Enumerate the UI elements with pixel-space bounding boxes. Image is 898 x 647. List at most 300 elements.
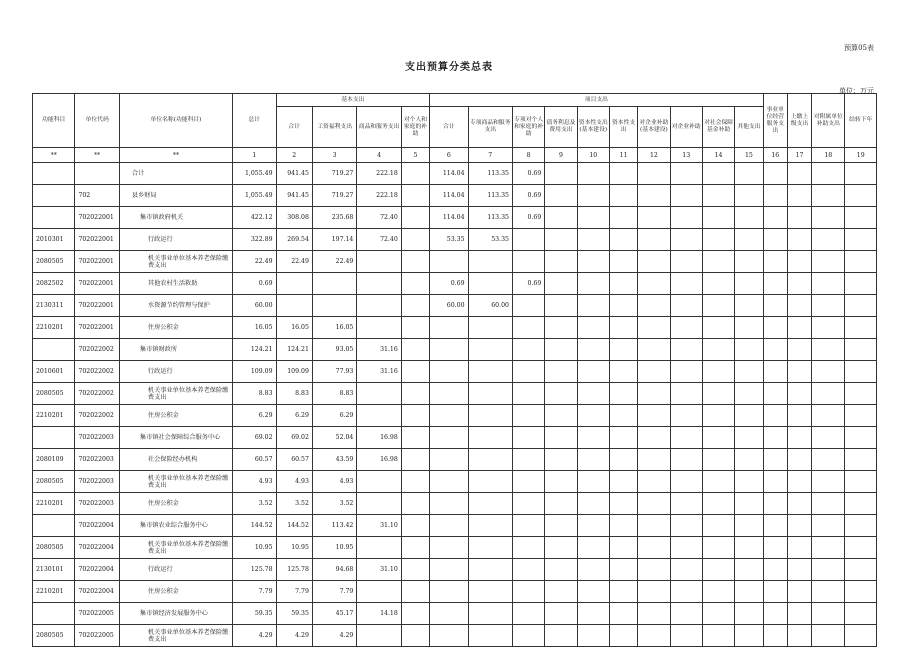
proj-goods-cell: 113.35 <box>468 207 512 229</box>
personal-cell <box>401 339 429 361</box>
proj-total-cell <box>430 515 468 537</box>
empty-cell <box>545 251 577 273</box>
index-cell: 8 <box>512 148 544 163</box>
empty-cell <box>702 471 734 493</box>
empty-cell <box>845 581 877 603</box>
proj-goods-cell <box>468 405 512 427</box>
proj-personal-cell <box>512 361 544 383</box>
goods-cell <box>357 317 401 339</box>
empty-cell <box>638 383 670 405</box>
empty-cell <box>702 273 734 295</box>
func-code-cell: 2010601 <box>33 361 75 383</box>
table-row <box>33 537 877 559</box>
empty-cell <box>638 295 670 317</box>
empty-cell <box>735 163 763 185</box>
empty-cell <box>845 625 877 647</box>
empty-cell <box>577 185 609 207</box>
func-code-cell: 2080109 <box>33 449 75 471</box>
empty-cell <box>787 317 811 339</box>
empty-cell <box>787 339 811 361</box>
empty-cell <box>609 405 637 427</box>
proj-goods-cell: 113.35 <box>468 163 512 185</box>
index-cell: 13 <box>670 148 702 163</box>
proj-goods-cell <box>468 339 512 361</box>
empty-cell <box>638 493 670 515</box>
empty-cell <box>763 405 787 427</box>
empty-cell <box>577 229 609 251</box>
unit-name-cell: 机关事业单位基本养老保险缴费支出 <box>119 625 232 647</box>
func-code-cell <box>33 603 75 625</box>
header-proj-total: 合计 <box>430 107 468 148</box>
empty-cell <box>577 383 609 405</box>
basic-total-cell: 69.02 <box>276 427 312 449</box>
wages-cell <box>312 295 356 317</box>
total-cell: 16.05 <box>233 317 276 339</box>
empty-cell <box>609 339 637 361</box>
table-row <box>33 295 877 317</box>
empty-cell <box>787 273 811 295</box>
basic-total-cell: 16.05 <box>276 317 312 339</box>
func-code-cell: 2130101 <box>33 559 75 581</box>
empty-cell <box>609 603 637 625</box>
basic-total-cell: 22.49 <box>276 251 312 273</box>
empty-cell <box>787 559 811 581</box>
personal-cell <box>401 581 429 603</box>
empty-cell <box>577 317 609 339</box>
empty-cell <box>670 361 702 383</box>
header-ent-basic: 对企业补助(基本建设) <box>638 107 670 148</box>
goods-cell <box>357 625 401 647</box>
empty-cell <box>845 163 877 185</box>
personal-cell <box>401 251 429 273</box>
unit-name-cell: 社会保险经办机构 <box>119 449 232 471</box>
personal-cell <box>401 273 429 295</box>
proj-goods-cell <box>468 273 512 295</box>
empty-cell <box>763 603 787 625</box>
empty-cell <box>845 229 877 251</box>
unit-name-cell: 水资源节约管理与保护 <box>119 295 232 317</box>
empty-cell <box>609 471 637 493</box>
empty-cell <box>763 229 787 251</box>
goods-cell <box>357 471 401 493</box>
empty-cell <box>670 317 702 339</box>
empty-cell <box>845 537 877 559</box>
empty-cell <box>609 207 637 229</box>
empty-cell <box>577 273 609 295</box>
wages-cell: 719.27 <box>312 185 356 207</box>
empty-cell <box>702 295 734 317</box>
empty-cell <box>545 625 577 647</box>
empty-cell <box>670 163 702 185</box>
empty-cell <box>577 515 609 537</box>
table-row <box>33 207 877 229</box>
empty-cell <box>670 405 702 427</box>
index-cell: 5 <box>401 148 429 163</box>
proj-personal-cell <box>512 295 544 317</box>
empty-cell <box>763 383 787 405</box>
unit-name-cell: 机关事业单位基本养老保险缴费支出 <box>119 383 232 405</box>
personal-cell <box>401 559 429 581</box>
empty-cell <box>735 339 763 361</box>
proj-personal-cell <box>512 471 544 493</box>
table-row <box>33 317 877 339</box>
header-sub-unit: 对附属单位补助支出 <box>812 94 845 148</box>
header-basic-group: 基本支出 <box>276 94 430 107</box>
empty-cell <box>638 471 670 493</box>
empty-cell <box>545 471 577 493</box>
empty-cell <box>609 449 637 471</box>
proj-personal-cell <box>512 515 544 537</box>
proj-personal-cell: 0.69 <box>512 207 544 229</box>
header-unit-name: 单位名称(功能科目) <box>119 94 232 148</box>
unit-code-cell: 702022004 <box>75 515 119 537</box>
proj-personal-cell <box>512 383 544 405</box>
proj-personal-cell <box>512 625 544 647</box>
personal-cell <box>401 163 429 185</box>
empty-cell <box>702 559 734 581</box>
func-code-cell: 2080505 <box>33 625 75 647</box>
empty-cell <box>670 185 702 207</box>
proj-total-cell <box>430 383 468 405</box>
empty-cell <box>545 185 577 207</box>
empty-cell <box>577 207 609 229</box>
wages-cell: 16.05 <box>312 317 356 339</box>
empty-cell <box>845 273 877 295</box>
basic-total-cell: 144.52 <box>276 515 312 537</box>
proj-personal-cell <box>512 339 544 361</box>
empty-cell <box>638 339 670 361</box>
proj-goods-cell <box>468 251 512 273</box>
empty-cell <box>812 361 845 383</box>
empty-cell <box>702 581 734 603</box>
empty-cell <box>787 185 811 207</box>
total-cell: 8.83 <box>233 383 276 405</box>
personal-cell <box>401 493 429 515</box>
table-row <box>33 383 877 405</box>
index-cell: 6 <box>430 148 468 163</box>
empty-cell <box>763 493 787 515</box>
func-code-cell <box>33 427 75 449</box>
unit-name-cell: 集市镇农业综合服务中心 <box>119 515 232 537</box>
index-cell: 15 <box>735 148 763 163</box>
empty-cell <box>638 229 670 251</box>
goods-cell <box>357 405 401 427</box>
empty-cell <box>787 493 811 515</box>
empty-cell <box>702 405 734 427</box>
empty-cell <box>735 251 763 273</box>
table-row <box>33 185 877 207</box>
empty-cell <box>735 185 763 207</box>
basic-total-cell: 269.54 <box>276 229 312 251</box>
empty-cell <box>609 273 637 295</box>
proj-total-cell <box>430 427 468 449</box>
empty-cell <box>812 603 845 625</box>
empty-cell <box>735 273 763 295</box>
empty-cell <box>787 581 811 603</box>
proj-personal-cell <box>512 449 544 471</box>
empty-cell <box>845 339 877 361</box>
empty-cell <box>702 339 734 361</box>
proj-total-cell <box>430 317 468 339</box>
proj-goods-cell <box>468 625 512 647</box>
empty-cell <box>609 317 637 339</box>
empty-cell <box>787 603 811 625</box>
empty-cell <box>577 581 609 603</box>
proj-personal-cell <box>512 405 544 427</box>
header-social: 对社会保障基金补助 <box>702 107 734 148</box>
unit-code-cell: 702022003 <box>75 449 119 471</box>
wages-cell: 8.83 <box>312 383 356 405</box>
index-cell: 7 <box>468 148 512 163</box>
header-debt-interest: 债务利息及费用支出 <box>545 107 577 148</box>
wages-cell: 4.29 <box>312 625 356 647</box>
proj-personal-cell <box>512 537 544 559</box>
total-cell: 322.89 <box>233 229 276 251</box>
empty-cell <box>670 427 702 449</box>
total-cell: 60.57 <box>233 449 276 471</box>
empty-cell <box>609 185 637 207</box>
empty-cell <box>609 515 637 537</box>
total-cell: 7.79 <box>233 581 276 603</box>
header-basic-total: 合计 <box>276 107 312 148</box>
empty-cell <box>638 317 670 339</box>
proj-total-cell <box>430 581 468 603</box>
empty-cell <box>670 229 702 251</box>
empty-cell <box>638 405 670 427</box>
proj-total-cell <box>430 559 468 581</box>
unit-code-cell: 702022002 <box>75 361 119 383</box>
empty-cell <box>577 339 609 361</box>
proj-personal-cell: 0.69 <box>512 273 544 295</box>
total-cell: 0.69 <box>233 273 276 295</box>
empty-cell <box>577 251 609 273</box>
proj-total-cell <box>430 361 468 383</box>
func-code-cell: 2010301 <box>33 229 75 251</box>
empty-cell <box>787 515 811 537</box>
table-row <box>33 405 877 427</box>
unit-name-cell: 集市镇社会保障综合服务中心 <box>119 427 232 449</box>
empty-cell <box>812 625 845 647</box>
empty-cell <box>845 361 877 383</box>
wages-cell: 113.42 <box>312 515 356 537</box>
index-cell: ** <box>119 148 232 163</box>
empty-cell <box>577 537 609 559</box>
empty-cell <box>609 383 637 405</box>
empty-cell <box>845 207 877 229</box>
empty-cell <box>702 185 734 207</box>
empty-cell <box>845 405 877 427</box>
empty-cell <box>787 251 811 273</box>
table-row <box>33 449 877 471</box>
empty-cell <box>545 427 577 449</box>
empty-cell <box>702 361 734 383</box>
unit-name-cell: 行政运行 <box>119 361 232 383</box>
empty-cell <box>735 471 763 493</box>
empty-cell <box>609 581 637 603</box>
empty-cell <box>577 449 609 471</box>
empty-cell <box>545 229 577 251</box>
proj-total-cell <box>430 471 468 493</box>
empty-cell <box>845 317 877 339</box>
goods-cell: 16.98 <box>357 449 401 471</box>
empty-cell <box>609 625 637 647</box>
empty-cell <box>845 559 877 581</box>
empty-cell <box>787 207 811 229</box>
unit-code-cell: 702022001 <box>75 207 119 229</box>
empty-cell <box>763 427 787 449</box>
header-total: 总计 <box>233 94 276 148</box>
unit-name-cell: 其他农村生活救助 <box>119 273 232 295</box>
personal-cell <box>401 603 429 625</box>
empty-cell <box>638 251 670 273</box>
table-row <box>33 559 877 581</box>
empty-cell <box>787 383 811 405</box>
empty-cell <box>763 537 787 559</box>
proj-goods-cell <box>468 559 512 581</box>
empty-cell <box>763 317 787 339</box>
proj-personal-cell <box>512 493 544 515</box>
wages-cell: 52.04 <box>312 427 356 449</box>
empty-cell <box>670 515 702 537</box>
total-cell: 4.93 <box>233 471 276 493</box>
goods-cell <box>357 383 401 405</box>
empty-cell <box>702 317 734 339</box>
header-proj-goods: 专项商品和服务支出 <box>468 107 512 148</box>
personal-cell <box>401 295 429 317</box>
header-project-group: 项目支出 <box>430 94 764 107</box>
wages-cell: 45.17 <box>312 603 356 625</box>
unit-code-cell: 702022001 <box>75 317 119 339</box>
index-cell: 18 <box>812 148 845 163</box>
empty-cell <box>670 383 702 405</box>
empty-cell <box>812 449 845 471</box>
empty-cell <box>845 449 877 471</box>
total-cell: 6.29 <box>233 405 276 427</box>
empty-cell <box>845 493 877 515</box>
unit-code-cell: 702022002 <box>75 383 119 405</box>
empty-cell <box>763 515 787 537</box>
proj-personal-cell <box>512 251 544 273</box>
empty-cell <box>545 537 577 559</box>
table-row <box>33 515 877 537</box>
personal-cell <box>401 471 429 493</box>
index-cell: 4 <box>357 148 401 163</box>
index-cell: ** <box>75 148 119 163</box>
empty-cell <box>812 405 845 427</box>
proj-goods-cell <box>468 515 512 537</box>
empty-cell <box>670 493 702 515</box>
empty-cell <box>812 427 845 449</box>
empty-cell <box>670 449 702 471</box>
empty-cell <box>735 559 763 581</box>
personal-cell <box>401 207 429 229</box>
empty-cell <box>787 427 811 449</box>
func-code-cell <box>33 515 75 537</box>
empty-cell <box>545 207 577 229</box>
empty-cell <box>702 163 734 185</box>
empty-cell <box>577 295 609 317</box>
index-cell: 10 <box>577 148 609 163</box>
empty-cell <box>702 251 734 273</box>
table-row <box>33 493 877 515</box>
empty-cell <box>545 383 577 405</box>
proj-personal-cell: 0.69 <box>512 185 544 207</box>
proj-total-cell <box>430 339 468 361</box>
empty-cell <box>609 493 637 515</box>
empty-cell <box>735 427 763 449</box>
empty-cell <box>812 295 845 317</box>
unit-name-cell: 县乡财局 <box>119 185 232 207</box>
table-row <box>33 603 877 625</box>
personal-cell <box>401 185 429 207</box>
empty-cell <box>638 207 670 229</box>
empty-cell <box>702 207 734 229</box>
empty-cell <box>577 603 609 625</box>
proj-personal-cell <box>512 427 544 449</box>
proj-total-cell: 53.35 <box>430 229 468 251</box>
empty-cell <box>545 339 577 361</box>
func-code-cell: 2210201 <box>33 493 75 515</box>
goods-cell <box>357 537 401 559</box>
wages-cell: 94.68 <box>312 559 356 581</box>
unit-code-cell: 702022001 <box>75 295 119 317</box>
empty-cell <box>702 603 734 625</box>
empty-cell <box>609 295 637 317</box>
empty-cell <box>638 449 670 471</box>
empty-cell <box>812 251 845 273</box>
basic-total-cell: 6.29 <box>276 405 312 427</box>
table-body <box>33 163 877 647</box>
table-row <box>33 581 877 603</box>
total-cell: 3.52 <box>233 493 276 515</box>
header-capital: 资本性支出 <box>609 107 637 148</box>
unit-name-cell: 集市镇财政所 <box>119 339 232 361</box>
empty-cell <box>545 163 577 185</box>
header-capital-basic: 资本性支出(基本建设) <box>577 107 609 148</box>
basic-total-cell: 124.21 <box>276 339 312 361</box>
empty-cell <box>845 383 877 405</box>
empty-cell <box>787 295 811 317</box>
goods-cell: 31.16 <box>357 361 401 383</box>
proj-goods-cell <box>468 603 512 625</box>
index-cell: 12 <box>638 148 670 163</box>
wages-cell: 93.05 <box>312 339 356 361</box>
empty-cell <box>812 383 845 405</box>
func-code-cell: 2080505 <box>33 471 75 493</box>
empty-cell <box>670 537 702 559</box>
total-cell: 1,055.49 <box>233 185 276 207</box>
empty-cell <box>577 405 609 427</box>
unit-name-cell: 合计 <box>119 163 232 185</box>
empty-cell <box>609 427 637 449</box>
basic-total-cell <box>276 273 312 295</box>
empty-cell <box>670 295 702 317</box>
empty-cell <box>812 559 845 581</box>
total-cell: 124.21 <box>233 339 276 361</box>
empty-cell <box>545 449 577 471</box>
empty-cell <box>812 317 845 339</box>
header-func-subject: 功能科目 <box>33 94 75 148</box>
wages-cell: 235.68 <box>312 207 356 229</box>
unit-code-cell: 702022002 <box>75 405 119 427</box>
empty-cell <box>735 295 763 317</box>
empty-cell <box>638 603 670 625</box>
empty-cell <box>845 295 877 317</box>
empty-cell <box>735 449 763 471</box>
goods-cell: 72.40 <box>357 229 401 251</box>
proj-goods-cell <box>468 427 512 449</box>
func-code-cell: 2210201 <box>33 581 75 603</box>
